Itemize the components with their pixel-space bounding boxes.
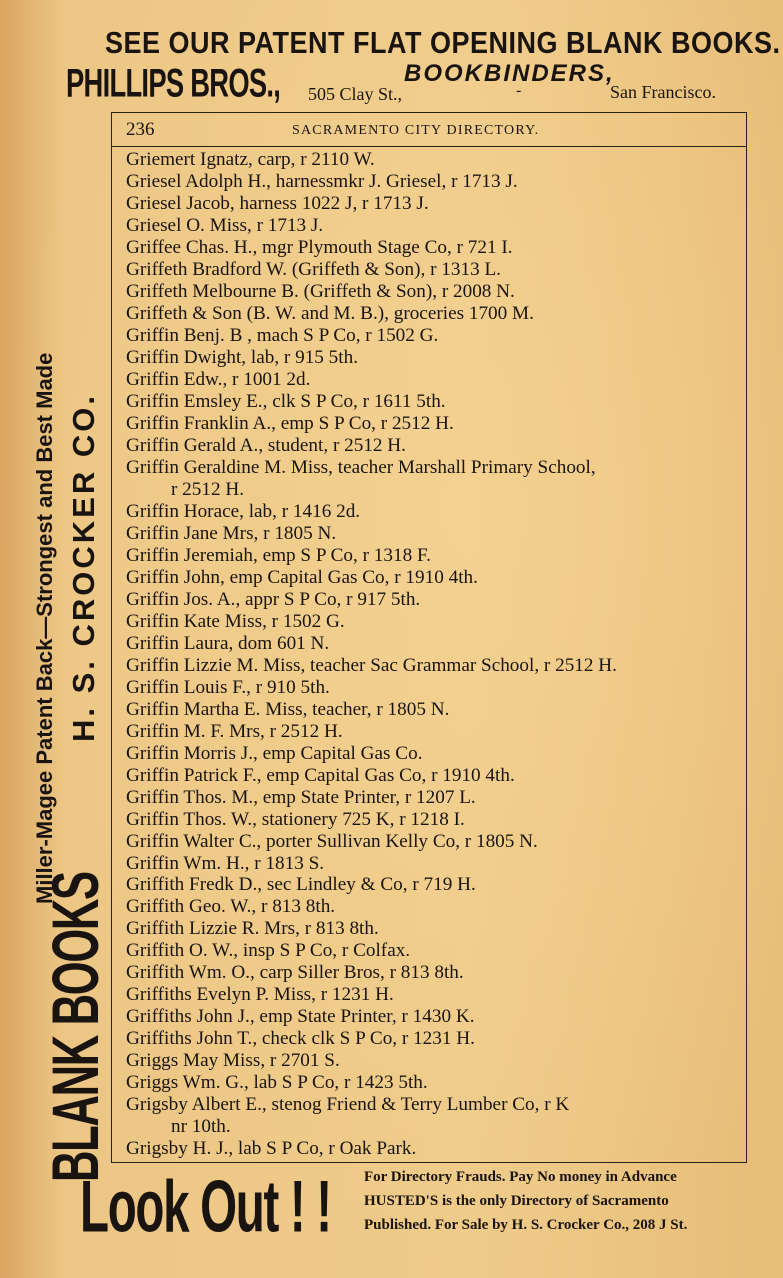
- directory-entry: nr 10th.: [171, 1116, 231, 1138]
- directory-entry: Griffin Thos. M., emp State Printer, r 1207 L.: [126, 786, 476, 808]
- ad-look-out: Look Out ! !: [80, 1166, 331, 1248]
- directory-entry: Griffin Gerald A., student, r 2512 H.: [126, 434, 406, 456]
- ad-notice-line: HUSTED'S is the only Directory of Sacramento: [364, 1193, 669, 1209]
- directory-page: [111, 112, 747, 1163]
- directory-entry: Griffin Patrick F., emp Capital Gas Co, r 1910 4th.: [126, 764, 515, 786]
- directory-entry: Griffeth Melbourne B. (Griffeth & Son), r 2008 N.: [126, 280, 515, 302]
- page-title: SACRAMENTO CITY DIRECTORY.: [292, 123, 540, 138]
- ad-trade: BOOKBINDERS,: [404, 60, 615, 87]
- directory-entry: Griffin Geraldine M. Miss, teacher Marshall Primary School,: [126, 456, 596, 478]
- directory-entry: Grigsby H. J., lab S P Co, r Oak Park.: [126, 1138, 417, 1160]
- directory-entry: r 2512 H.: [171, 478, 245, 500]
- directory-entry: Griffin Edw., r 1001 2d.: [126, 368, 311, 390]
- page-number: 236: [126, 119, 155, 140]
- directory-entry: Griffin Martha E. Miss, teacher, r 1805 N.: [126, 698, 450, 720]
- directory-entry: Griffin Kate Miss, r 1502 G.: [126, 610, 345, 632]
- directory-entry: Griggs Wm. G., lab S P Co, r 1423 5th.: [126, 1072, 428, 1094]
- directory-entry: Griemert Ignatz, carp, r 2110 W.: [126, 149, 375, 170]
- side-advertisement: [32, 72, 112, 1182]
- directory-entry: Griffith Geo. W., r 813 8th.: [126, 896, 336, 918]
- directory-entry: Griffin Jane Mrs, r 1805 N.: [126, 522, 337, 544]
- directory-entry: Griffith Lizzie R. Mrs, r 813 8th.: [126, 918, 379, 940]
- directory-entry: Griffin Emsley E., clk S P Co, r 1611 5th.: [126, 390, 446, 412]
- directory-entry: Griffin Dwight, lab, r 915 5th.: [126, 346, 359, 368]
- directory-entry: Griffiths John T., check clk S P Co, r 1231 H.: [126, 1028, 475, 1050]
- directory-entry: Griffeth & Son (B. W. and M. B.), groceries 1700 M.: [126, 302, 534, 324]
- directory-entry: Griffeth Bradford W. (Griffeth & Son), r 1313 L.: [126, 258, 501, 280]
- ad-notice-line: For Directory Frauds. Pay No money in Advance: [364, 1169, 677, 1185]
- directory-entry: Griffiths Evelyn P. Miss, r 1231 H.: [126, 984, 394, 1006]
- directory-entry: Griffith Fredk D., sec Lindley & Co, r 719 H.: [126, 874, 476, 896]
- ad-blank-books: BLANK BOOKS: [38, 872, 112, 1182]
- directory-entry: Griffin John, emp Capital Gas Co, r 1910 4th.: [126, 566, 478, 588]
- directory-entry: Griffin Walter C., porter Sullivan Kelly Co, r 1805 N.: [126, 830, 538, 852]
- directory-entry: Griesel O. Miss, r 1713 J.: [126, 214, 324, 236]
- directory-entry: Griffee Chas. H., mgr Plymouth Stage Co, r 721 I.: [126, 236, 513, 258]
- directory-entry: Griffin Jos. A., appr S P Co, r 917 5th.: [126, 588, 421, 610]
- directory-entry: Griggs May Miss, r 2701 S.: [126, 1050, 340, 1072]
- directory-entry: Griffin Louis F., r 910 5th.: [126, 676, 330, 698]
- directory-entries: [126, 149, 738, 1160]
- directory-entry: Griffin Jeremiah, emp S P Co, r 1318 F.: [126, 544, 431, 566]
- ad-address: 505 Clay St.,: [308, 84, 403, 104]
- directory-entry: Griesel Jacob, harness 1022 J, r 1713 J.: [126, 192, 429, 214]
- directory-entry: Griffith Wm. O., carp Siller Bros, r 813 8th.: [126, 962, 464, 984]
- directory-entry: Griffith O. W., insp S P Co, r Colfax.: [126, 940, 411, 962]
- directory-entry: Griffin Thos. W., stationery 725 K, r 1218 I.: [126, 808, 465, 830]
- directory-entry: Griffin Lizzie M. Miss, teacher Sac Grammar School, r 2512 H.: [126, 654, 617, 676]
- ad-dash: -: [516, 82, 522, 99]
- directory-entry: Griffin Wm. H., r 1813 S.: [126, 852, 325, 874]
- directory-entry: Griffiths John J., emp State Printer, r 1430 K.: [126, 1006, 475, 1028]
- ad-city: San Francisco.: [610, 82, 716, 102]
- ad-miller-magee: Miller-Magee Patent Back—Strongest and Best Made: [32, 352, 57, 904]
- ad-headline: SEE OUR PATENT FLAT OPENING BLANK BOOKS.: [105, 26, 781, 60]
- ad-notice-line: Published. For Sale by H. S. Crocker Co., 208 J St.: [364, 1217, 688, 1233]
- directory-entry: Griffin Horace, lab, r 1416 2d.: [126, 500, 361, 522]
- ad-firm-name: PHILLIPS BROS.,: [66, 62, 281, 107]
- directory-entry: Griffin Laura, dom 601 N.: [126, 632, 330, 654]
- directory-entry: Grigsby Albert E., stenog Friend & Terry Lumber Co, r K: [126, 1094, 570, 1116]
- page-header: [112, 113, 746, 147]
- directory-entry: Griffin Morris J., emp Capital Gas Co.: [126, 742, 423, 764]
- directory-entry: Griffin M. F. Mrs, r 2512 H.: [126, 720, 343, 742]
- ad-notice: [364, 1165, 764, 1237]
- directory-entry: Griesel Adolph H., harnessmkr J. Griesel, r 1713 J.: [126, 170, 518, 192]
- ad-crocker: H. S. CROCKER CO.: [66, 393, 101, 742]
- directory-entry: Griffin Franklin A., emp S P Co, r 2512 H.: [126, 412, 454, 434]
- directory-entry: Griffin Benj. B , mach S P Co, r 1502 G.: [126, 324, 439, 346]
